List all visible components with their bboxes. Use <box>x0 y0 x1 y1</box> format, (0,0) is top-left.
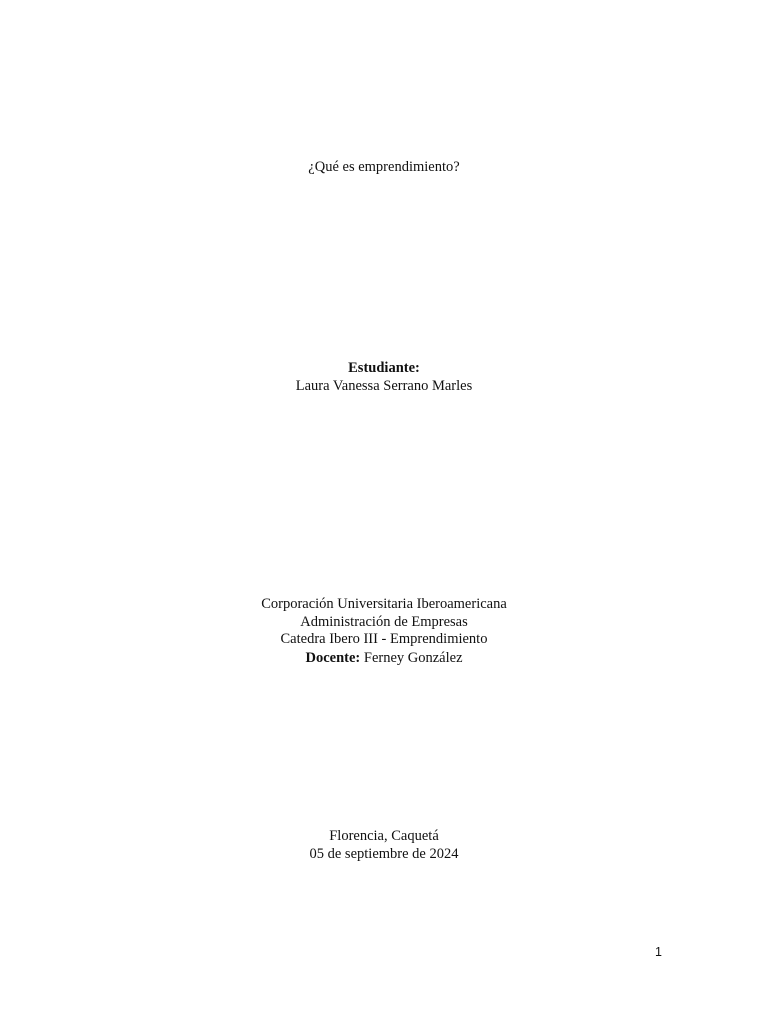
student-label: Estudiante: <box>348 360 420 376</box>
date-line: 05 de septiembre de 2024 <box>309 846 459 862</box>
program-name: Administración de Empresas <box>300 614 468 630</box>
teacher-name: Ferney González <box>363 650 463 666</box>
page-number: 1 <box>655 945 662 959</box>
course-name: Catedra Ibero III - Emprendimiento <box>280 631 488 647</box>
teacher-label: Docente: <box>305 650 361 666</box>
institution-name: Corporación Universitaria Iberoamericana <box>261 596 507 612</box>
location-line: Florencia, Caquetá <box>329 828 439 844</box>
document-title: ¿Qué es emprendimiento? <box>308 159 460 175</box>
teacher-line <box>0 649 768 667</box>
student-name: Laura Vanessa Serrano Marles <box>295 378 473 394</box>
